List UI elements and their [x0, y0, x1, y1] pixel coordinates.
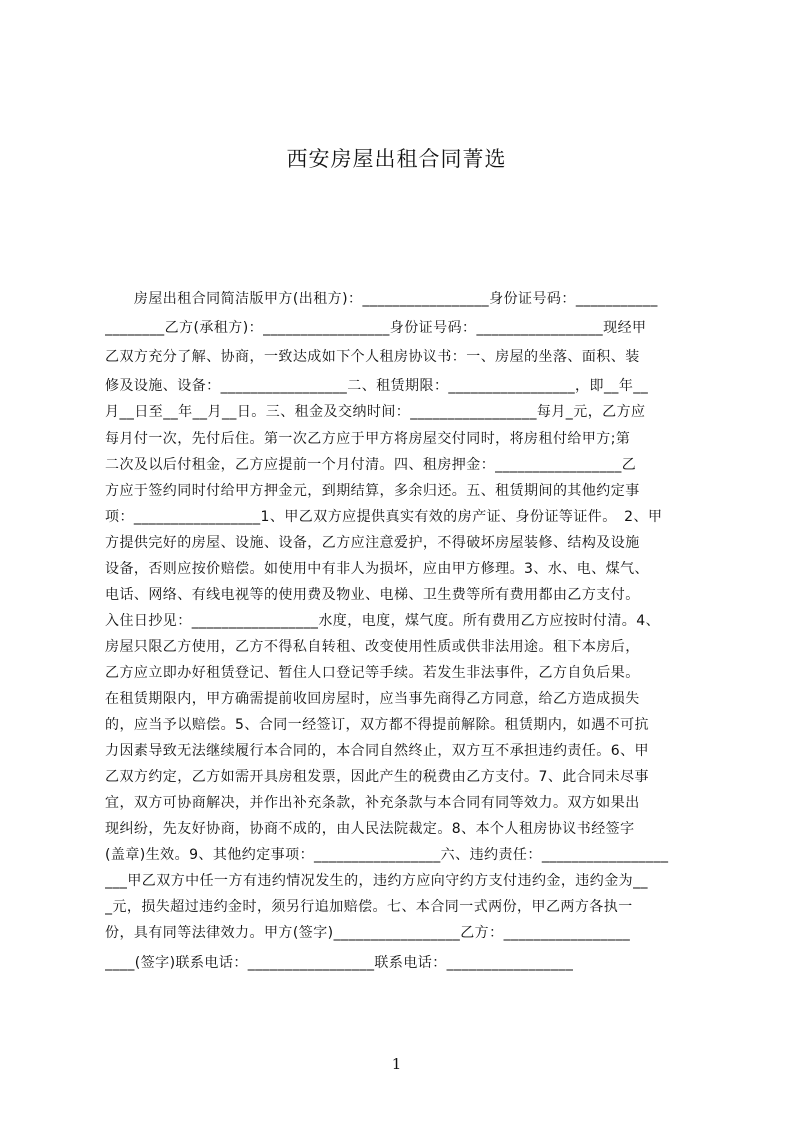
body-line: 电话、网络、有线电视等的使用费及物业、电梯、卫生费等所有费用都由乙方支付。: [105, 587, 640, 603]
body-line: 乙方应立即办好租赁登记、暂住人口登记等手续。若发生非法事件，乙方自负后果。: [105, 665, 640, 681]
page-number: 1: [391, 1055, 402, 1073]
body-line: 设备，否则应按价赔偿。如使用中有非人为损坏，应由甲方修理。3、水、电、煤气、: [105, 561, 650, 577]
body-line: ________乙方(承租方)：_________________身份证号码：_________________现经甲: [105, 320, 647, 336]
body-line: 每月付一次，先付后住。第一次乙方应于甲方将房屋交付同时，将房租付给甲方;第: [105, 431, 631, 447]
body-line: 现纠纷，先友好协商，协商不成的，由人民法院裁定。8、本个人租房协议书经签字: [105, 821, 635, 837]
body-line: 力因素导致无法继续履行本合同的，本合同自然终止，双方互不承担违约责任。6、甲: [105, 743, 650, 759]
body-line: 房屋只限乙方使用，乙方不得私自转租、改变使用性质或供非法用途。租下本房后，: [105, 639, 640, 655]
body-line: 乙双方充分了解、协商，一致达成如下个人租房协议书：一、房屋的坐落、面积、装: [105, 349, 640, 365]
body-line: 在租赁期限内，甲方确需提前收回房屋时，应当事先商得乙方同意，给乙方造成损失: [105, 691, 640, 707]
contract-body: [105, 286, 698, 986]
body-line: _元，损失超过违约金时，须另行追加赔偿。七、本合同一式两份，甲乙两方各执一: [105, 899, 633, 915]
body-line: 月__日至__年__月__日。三、租金及交纳时间：_________________每月_元，乙方应: [105, 404, 646, 420]
body-line: 方应于签约同时付给甲方押金元，到期结算，多余归还。五、租赁期间的其他约定事: [105, 483, 640, 499]
body-line: 项：_________________1、甲乙双方应提供真实有效的房产证、身份证等证件。 2、甲: [105, 509, 663, 525]
body-line: ___甲乙双方中任一方有违约情况发生的，违约方应向守约方支付违约金，违约金为__: [105, 873, 648, 889]
document-title: 西安房屋出租合同菁选: [286, 147, 507, 171]
body-line: 宜，双方可协商解决，并作出补充条款，补充条款与本合同有同等效力。双方如果出: [105, 795, 640, 811]
body-line: 房屋出租合同简洁版甲方(出租方)：_________________身份证号码：___________: [105, 291, 658, 307]
body-line: (盖章)生效。9、其他约定事项：_________________六、违约责任：_________________: [105, 847, 669, 863]
body-line: 乙双方约定，乙方如需开具房租发票，因此产生的税费由乙方支付。7、此合同未尽事: [105, 769, 650, 785]
body-line: ____(签字)联系电话：_________________联系电话：_________________: [105, 955, 574, 971]
body-line: 修及设施、设备：_________________二、租赁期限：_________________，即__年__: [105, 378, 649, 394]
body-line: 份，具有同等法律效力。甲方(签字)_________________乙方：_________________: [105, 925, 631, 941]
body-line: 二次及以后付租金，乙方应提前一个月付清。四、租房押金：_________________乙: [105, 457, 637, 473]
body-line: 入住日抄见：_________________水度，电度，煤气度。所有费用乙方应按时付清。4、: [105, 613, 661, 629]
body-line: 方提供完好的房屋、设施、设备，乙方应注意爱护，不得破坏房屋装修、结构及设施: [105, 535, 640, 551]
body-line: 的，应当予以赔偿。5、合同一经签订，双方都不得提前解除。租赁期内，如遇不可抗: [105, 717, 650, 733]
